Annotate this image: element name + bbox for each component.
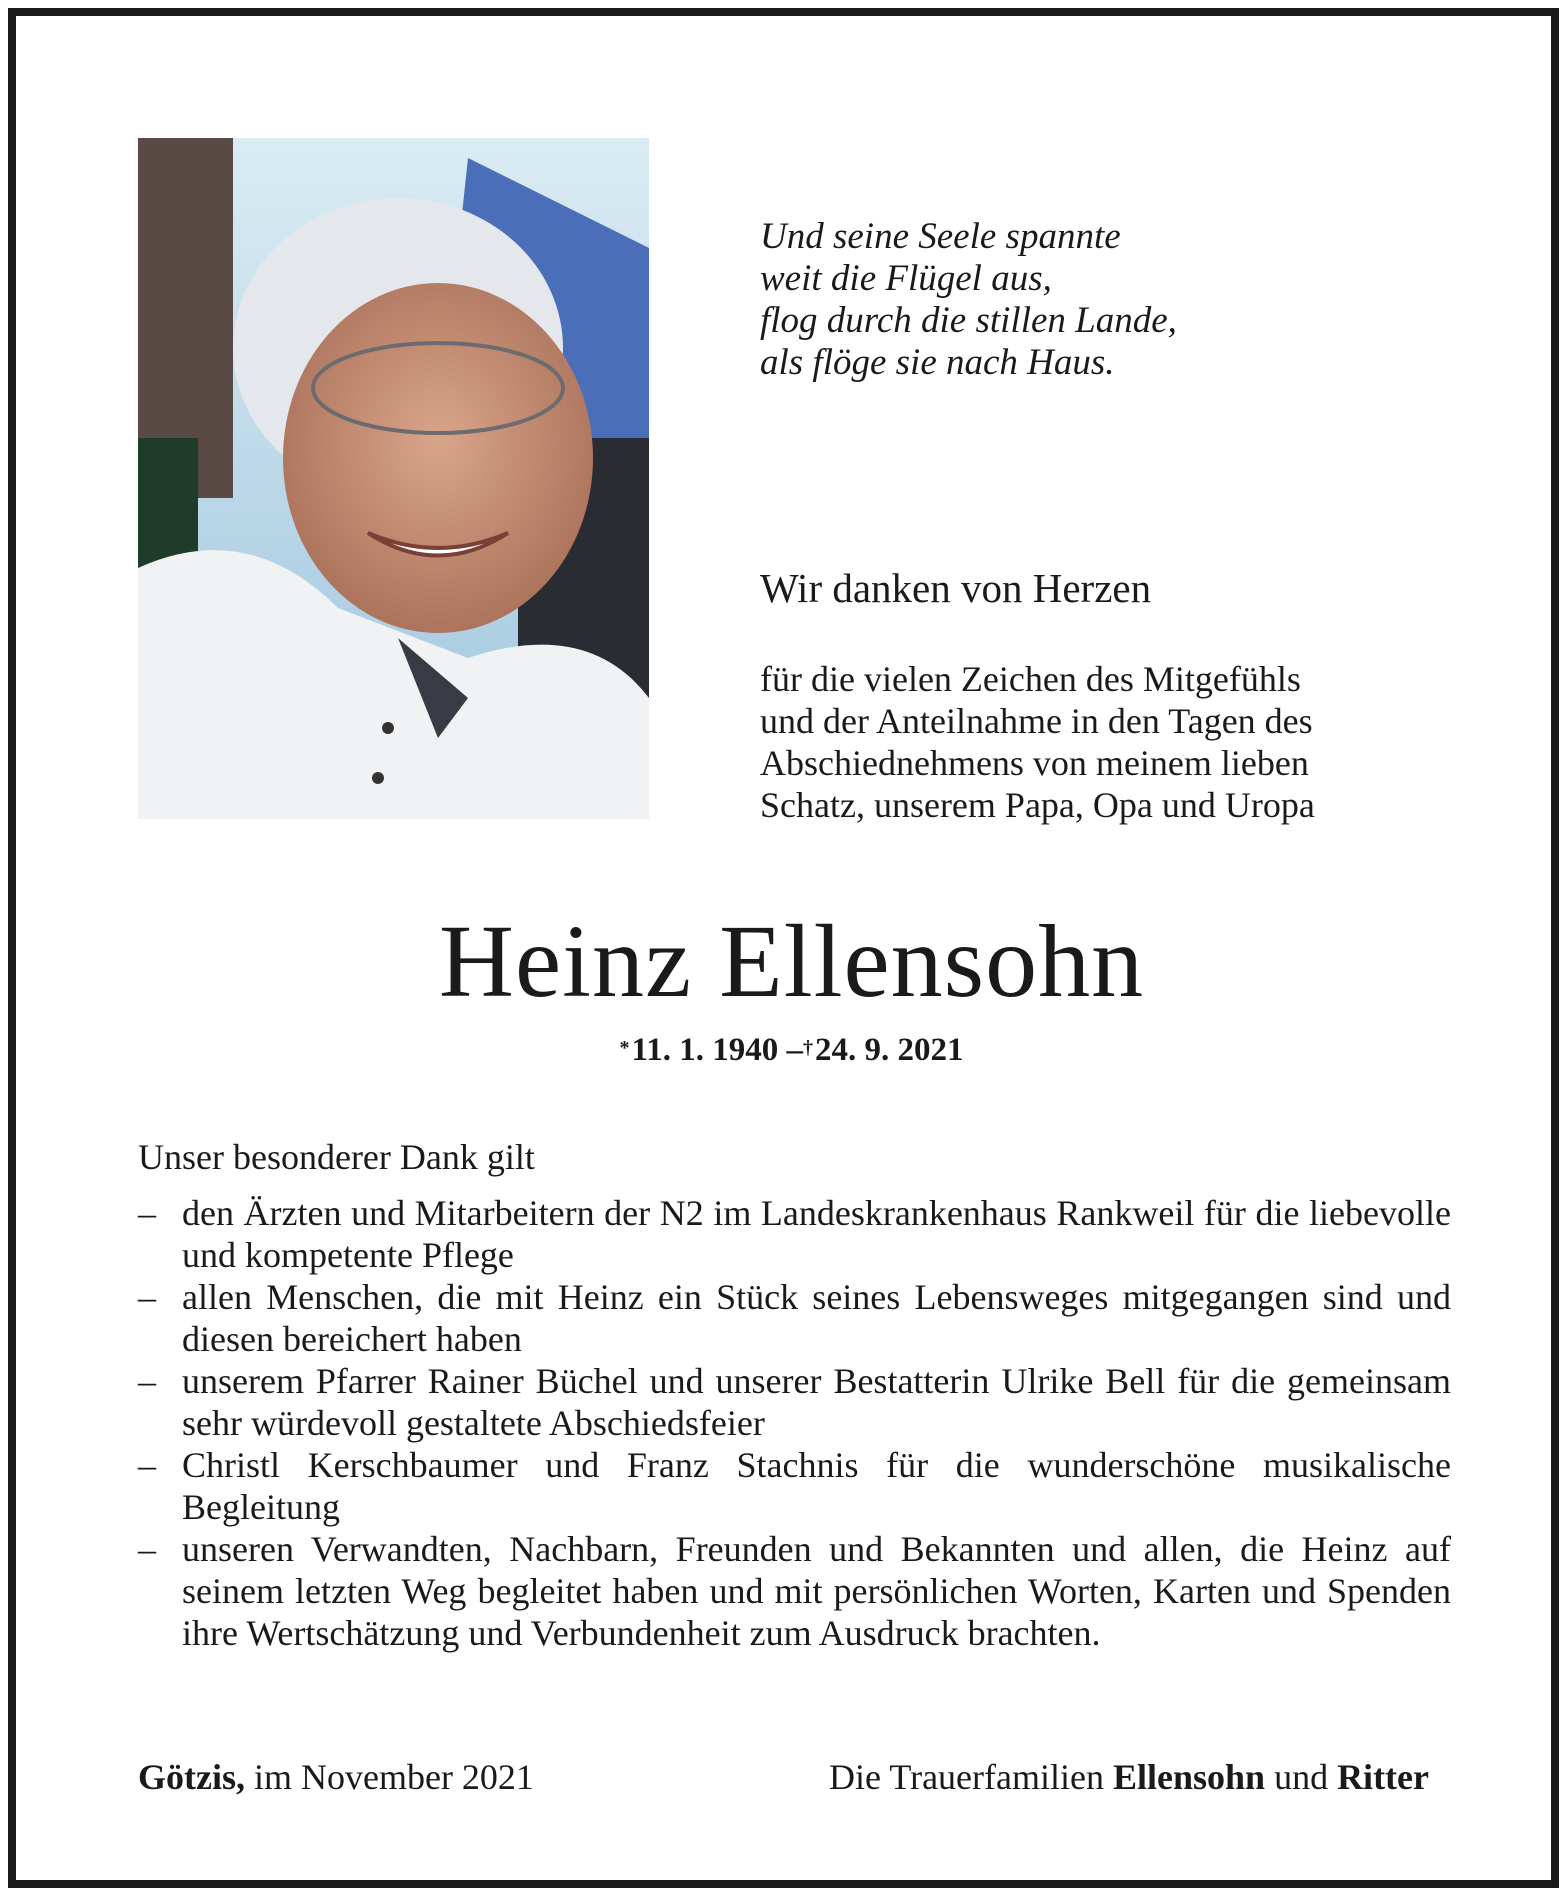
list-item-text: Christl Kerschbaumer und Franz Stachnis für die wunderschöne musikalische Begleitung bbox=[182, 1445, 1451, 1527]
poem-line: Und seine Seele spannte bbox=[760, 216, 1121, 257]
date-text: im November 2021 bbox=[244, 1757, 534, 1797]
family-prefix: Die Trauerfamilien bbox=[829, 1757, 1113, 1797]
family-signature bbox=[829, 1756, 1429, 1798]
family-name-2: Ritter bbox=[1337, 1757, 1429, 1797]
list-item bbox=[138, 1276, 1451, 1360]
thanks-heading: Wir danken von Herzen bbox=[760, 565, 1152, 611]
thanks-text bbox=[760, 658, 1450, 826]
poem-line: weit die Flügel aus, bbox=[760, 258, 1052, 299]
family-name-1: Ellensohn bbox=[1112, 1757, 1266, 1797]
birth-symbol: * bbox=[619, 1037, 630, 1059]
list-item-text: den Ärzten und Mitarbeitern der N2 im Landeskrankenhaus Rankweil für die liebevolle und kompetente Pflege bbox=[182, 1193, 1451, 1275]
list-item-text: unserem Pfarrer Rainer Büchel und unserer Bestatterin Ulrike Bell für die gemeinsam sehr würdevoll gestaltete Abschiedsfeier bbox=[182, 1361, 1451, 1443]
list-dash: – bbox=[138, 1277, 156, 1317]
death-symbol: † bbox=[802, 1037, 813, 1059]
deceased-name: Heinz Ellensohn bbox=[438, 904, 1145, 1019]
place-date bbox=[138, 1756, 534, 1798]
portrait-photo bbox=[138, 138, 649, 819]
thanks-line: Schatz, unserem Papa, Opa und Uropa bbox=[760, 785, 1315, 825]
poem-line: flog durch die stillen Lande, bbox=[760, 300, 1177, 341]
thanks-line: und der Anteilnahme in den Tagen des bbox=[760, 701, 1313, 741]
thanks-line: für die vielen Zeichen des Mitgefühls bbox=[760, 659, 1301, 699]
obituary-card bbox=[8, 8, 1559, 1888]
list-item bbox=[138, 1528, 1451, 1654]
birth-date: 11. 1. 1940 bbox=[631, 1032, 779, 1068]
poem bbox=[760, 216, 1460, 384]
date-separator: – bbox=[786, 1032, 803, 1068]
family-conjunction: und bbox=[1265, 1757, 1338, 1797]
place-name: Götzis, bbox=[138, 1757, 245, 1797]
list-item bbox=[138, 1444, 1451, 1528]
list-item bbox=[138, 1192, 1451, 1276]
list-dash: – bbox=[138, 1445, 156, 1485]
poem-line: als flöge sie nach Haus. bbox=[760, 342, 1115, 383]
thanks-line: Abschiednehmens von meinem lieben bbox=[760, 743, 1309, 783]
list-item-text: unseren Verwandten, Nachbarn, Freunden und Bekannten und allen, die Heinz auf seinem letzten Weg begleitet haben und mit persönlichen Worten, Karten und Spenden ihre Wertschätzung und Verbundenheit zum Ausdruck brachten. bbox=[182, 1529, 1451, 1653]
list-item bbox=[138, 1360, 1451, 1444]
list-dash: – bbox=[138, 1529, 156, 1569]
death-date: 24. 9. 2021 bbox=[814, 1032, 964, 1068]
life-dates bbox=[16, 1032, 1567, 1069]
list-item-text: allen Menschen, die mit Heinz ein Stück seines Lebensweges mitgegangen sind und diesen bereichert haben bbox=[182, 1277, 1451, 1359]
gratitude-intro: Unser besonderer Dank gilt bbox=[138, 1137, 535, 1177]
list-dash: – bbox=[138, 1193, 156, 1233]
gratitude-list bbox=[138, 1192, 1451, 1654]
list-dash: – bbox=[138, 1361, 156, 1401]
